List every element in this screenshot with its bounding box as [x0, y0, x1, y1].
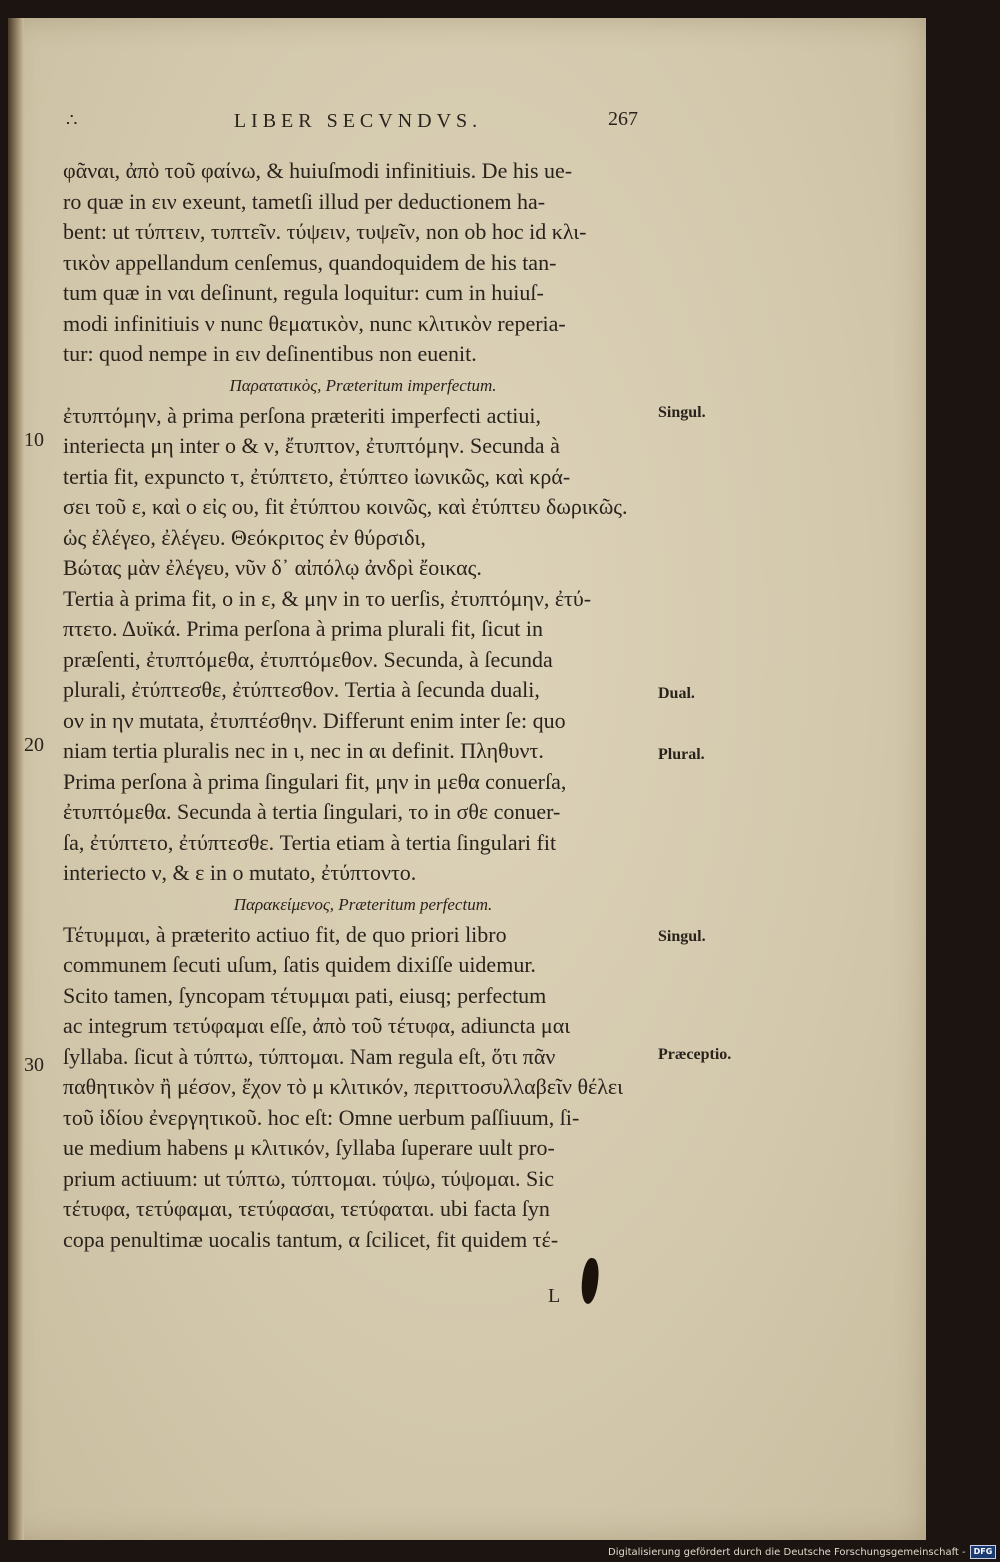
text-line: τικὸν appellandum cenſemus, quandoquidem de his tan-: [63, 249, 557, 275]
margin-note-singular: Singul.: [658, 404, 706, 421]
text-line: Τέτυμμαι, à præterito actiuo fit, de quo priori libro: [63, 921, 507, 947]
text-line: παθητικὸν ἢ μέσον, ἔχον τὸ μ κλιτικόν, περιττοσυλλαβεῖν θέλει: [63, 1074, 624, 1099]
header-ornament: ∴: [66, 110, 78, 131]
text-line: copa penultimæ uocalis tantum, α ſcilicet, fit quidem τέ-: [63, 1226, 559, 1252]
text-line: communem ſecuti uſum, ſatis quidem dixiſſe uidemur.: [63, 952, 536, 977]
text-line: ue medium habens μ κλιτικόν, ſyllaba ſuperare uult pro-: [63, 1135, 555, 1160]
running-head: LIBER SECVNDVS.: [233, 110, 483, 132]
text-line: τέτυφα, τετύφαμαι, τετύφασαι, τετύφαται. ubi facta ſyn: [63, 1196, 550, 1221]
text-line: interiecto ν, & ε in ο mutato, ἐτύπτοντο.: [63, 860, 417, 885]
text-line: ſa, ἐτύπτετο, ἐτύπτεσθε. Tertia etiam à tertia ſingulari fit: [63, 829, 557, 855]
dfg-logo: DFG: [970, 1545, 997, 1559]
text-line: bent: ut τύπτειν, τυπτεῖν. τύψειν, τυψεῖν, non ob hoc id κλι-: [63, 219, 587, 244]
text-line: ἐτυπτόμην, à prima perſona præteriti imperfecti actiui,: [63, 402, 542, 428]
text-line: tertia fit, expuncto τ, ἐτύπτετο, ἐτύπτεο ἰωνικῶς, καὶ κρά-: [63, 463, 571, 489]
body-text: [63, 156, 663, 1255]
page-header: [66, 108, 678, 150]
line-number: 20: [24, 734, 44, 756]
text-line: Scito tamen, ſyncopam τέτυμμαι pati, eiusq; perfectum: [63, 982, 547, 1008]
text-line: σει τοῦ ε, καὶ ο εἰς ου, fit ἐτύπτου κοινῶς, καὶ ἐτύπτευ δωρικῶς.: [63, 494, 628, 519]
text-line: interiecta μη inter ο & ν, ἔτυπτον, ἐτυπτόμην. Secunda à: [63, 433, 560, 458]
text-line: prium actiuum: ut τύπτω, τύπτομαι. τύψω, τύψομαι. Sic: [63, 1165, 555, 1191]
section-heading: Παρατατικὸς, Præteritum imperfectum.: [229, 375, 497, 395]
book-spine-shadow: [8, 18, 24, 1540]
margin-note-praeceptio: Præceptio.: [658, 1046, 732, 1063]
margin-note-dual: Dual.: [658, 685, 695, 702]
text-line: φᾶναι, ἀπὸ τοῦ φαίνω, & huiuſmodi infinitiuis. De his ue-: [63, 158, 573, 183]
margin-note-singular: Singul.: [658, 928, 706, 945]
text-line: ſyllaba. ſicut à τύπτω, τύπτομαι. Nam regula eſt, ὅτι πᾶν: [63, 1043, 556, 1069]
text-line: præſenti, ἐτυπτόμεθα, ἐτυπτόμεθον. Secunda, à ſecunda: [63, 646, 553, 672]
text-line: Prima perſona à prima ſingulari fit, μην in μεθα conuerſa,: [63, 768, 567, 794]
catchword: L: [548, 1285, 561, 1307]
text-line: plurali, ἐτύπτεσθε, ἐτύπτεσθον. Tertia à ſecunda duali,: [63, 677, 540, 702]
text-line: πτετο. Δυϊκά. Prima perſona à prima plurali fit, ſicut in: [63, 616, 543, 641]
text-line: modi infinitiuis ν nunc θεματικὸν, nunc κλιτικὸν reperia-: [63, 310, 566, 336]
text-line: tur: quod nempe in ειν deſinentibus non euenit.: [63, 341, 477, 366]
text-line: niam tertia pluralis nec in ι, nec in αι definit. Πληθυντ.: [63, 738, 544, 763]
text-line: Βώτας μὰν ἐλέγευ, νῦν δ᾽ αἰπόλῳ ἀνδρὶ ἔοικας.: [63, 555, 482, 580]
section-heading: Παρακείμενος, Præteritum perfectum.: [233, 894, 493, 914]
book-page: [8, 18, 926, 1540]
line-number: 30: [24, 1054, 44, 1076]
text-line: τοῦ ἰδίου ἐνεργητικοῦ. hoc eſt: Omne uerbum paſſiuum, ſi-: [63, 1104, 580, 1130]
folio-number: 267: [608, 108, 638, 130]
text-line: ac integrum τετύφαμαι eſſe, ἀπὸ τοῦ τέτυφα, adiuncta μαι: [63, 1013, 571, 1038]
text-line: ἐτυπτόμεθα. Secunda à tertia ſingulari, το in σθε conuer-: [63, 799, 561, 824]
text-line: ὡς ἐλέγεο, ἐλέγευ. Θεόκριτος ἐν θύρσιδι,: [63, 524, 426, 550]
text-line: Tertia à prima fit, ο in ε, & μην in το uerſis, ἐτυπτόμην, ἐτύ-: [63, 585, 592, 611]
margin-note-plural: Plural.: [658, 746, 705, 763]
text-line: ro quæ in ειν exeunt, tametſi illud per deductionem ha-: [63, 188, 546, 214]
text-line: ον in ην mutata, ἐτυπτέσθην. Differunt enim inter ſe: quo: [63, 707, 566, 733]
ink-blot: [579, 1257, 601, 1305]
text-line: tum quæ in ναι deſinunt, regula loquitur: cum in huiuſ-: [63, 280, 544, 305]
digitization-footer: [608, 1545, 996, 1559]
footer-text: Digitalisierung gefördert durch die Deutsche Forschungsgemeinschaft -: [608, 1546, 966, 1558]
line-number: 10: [24, 429, 44, 451]
